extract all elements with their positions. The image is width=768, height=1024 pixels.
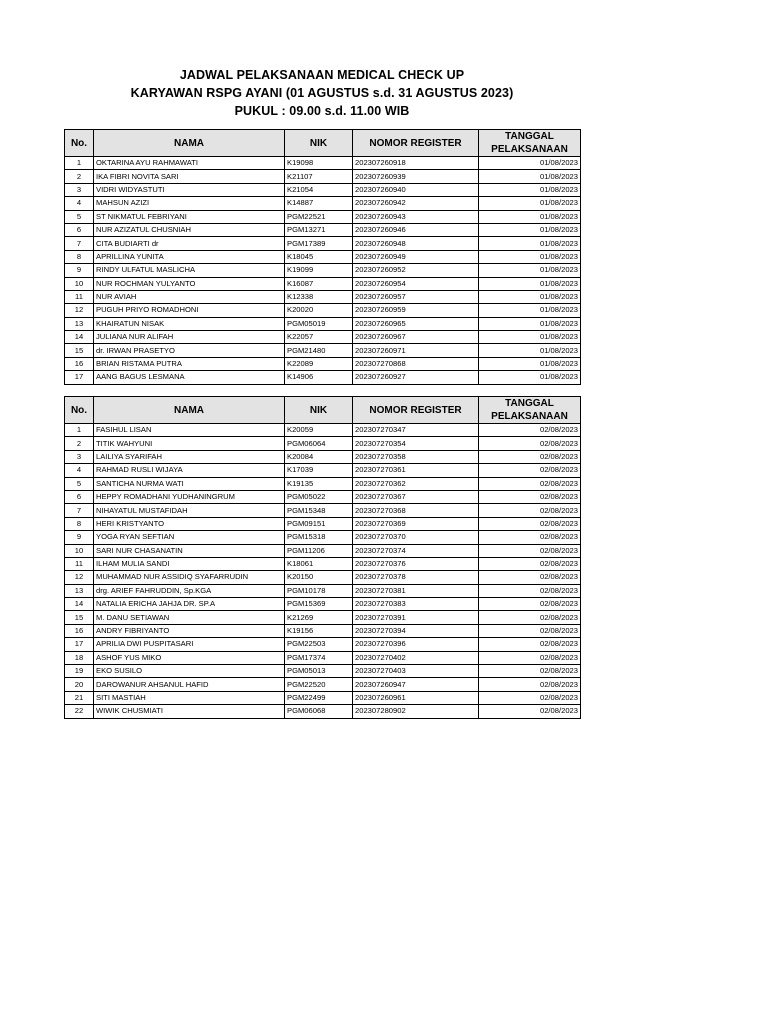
- cell-nomor-register: 202307270368: [353, 504, 479, 517]
- cell-tanggal: 01/08/2023: [479, 157, 581, 170]
- cell-no: 6: [65, 223, 94, 236]
- table-row: [65, 183, 581, 196]
- cell-nama: drg. ARIEF FAHRUDDIN, Sp.KGA: [94, 584, 285, 597]
- header-tanggal-line-1: TANGGAL: [505, 131, 554, 142]
- cell-tanggal: 02/08/2023: [479, 678, 581, 691]
- cell-nomor-register: 202307260927: [353, 371, 479, 384]
- cell-nik: K17039: [285, 464, 353, 477]
- cell-tanggal: 01/08/2023: [479, 210, 581, 223]
- cell-no: 3: [65, 183, 94, 196]
- cell-nik: PGM22520: [285, 678, 353, 691]
- cell-nama: LAILIYA SYARIFAH: [94, 450, 285, 463]
- table-header-row: [65, 130, 581, 157]
- cell-no: 8: [65, 250, 94, 263]
- cell-no: 14: [65, 598, 94, 611]
- cell-tanggal: 01/08/2023: [479, 237, 581, 250]
- cell-nik: PGM11206: [285, 544, 353, 557]
- cell-tanggal: 02/08/2023: [479, 705, 581, 718]
- table-row: [65, 170, 581, 183]
- cell-nik: K14887: [285, 197, 353, 210]
- cell-nomor-register: 202307260939: [353, 170, 479, 183]
- table-row: [65, 197, 581, 210]
- cell-nik: K18045: [285, 250, 353, 263]
- cell-no: 3: [65, 450, 94, 463]
- cell-nik: PGM05013: [285, 665, 353, 678]
- table-row: [65, 264, 581, 277]
- cell-nomor-register: 202307270381: [353, 584, 479, 597]
- table-row: [65, 237, 581, 250]
- cell-nik: PGM15369: [285, 598, 353, 611]
- table-row: [65, 290, 581, 303]
- table-row: [65, 304, 581, 317]
- table-row: [65, 357, 581, 370]
- table-row: [65, 223, 581, 236]
- cell-nama: PUGUH PRIYO ROMADHONI: [94, 304, 285, 317]
- cell-nomor-register: 202307260940: [353, 183, 479, 196]
- cell-nama: BRIAN RISTAMA PUTRA: [94, 357, 285, 370]
- cell-nama: ANDRY FIBRIYANTO: [94, 624, 285, 637]
- cell-nomor-register: 202307270868: [353, 357, 479, 370]
- cell-no: 11: [65, 290, 94, 303]
- cell-nama: MUHAMMAD NUR ASSIDIQ SYAFARRUDIN: [94, 571, 285, 584]
- cell-tanggal: 02/08/2023: [479, 544, 581, 557]
- cell-no: 22: [65, 705, 94, 718]
- cell-no: 6: [65, 490, 94, 503]
- cell-nama: SARI NUR CHASANATIN: [94, 544, 285, 557]
- cell-tanggal: 02/08/2023: [479, 464, 581, 477]
- cell-tanggal: 02/08/2023: [479, 557, 581, 570]
- title-line-2: KARYAWAN RSPG AYANI (01 AGUSTUS s.d. 31 AGUSTUS 2023): [130, 86, 514, 100]
- table-row: [65, 450, 581, 463]
- cell-nomor-register: 202307270391: [353, 611, 479, 624]
- cell-no: 20: [65, 678, 94, 691]
- cell-nama: CITA BUDIARTI dr: [94, 237, 285, 250]
- cell-nomor-register: 202307260949: [353, 250, 479, 263]
- cell-tanggal: 02/08/2023: [479, 584, 581, 597]
- cell-no: 15: [65, 344, 94, 357]
- cell-nik: PGM17389: [285, 237, 353, 250]
- cell-nama: ILHAM MULIA SANDI: [94, 557, 285, 570]
- table-row: [65, 331, 581, 344]
- cell-nama: SITI MASTIAH: [94, 691, 285, 704]
- header-nama: NAMA: [94, 397, 285, 424]
- cell-nama: EKO SUSILO: [94, 665, 285, 678]
- cell-nik: K20020: [285, 304, 353, 317]
- cell-nomor-register: 202307260946: [353, 223, 479, 236]
- cell-nik: PGM09151: [285, 517, 353, 530]
- table-row: [65, 371, 581, 384]
- table-row: [65, 490, 581, 503]
- header-tanggal-line-2: PELAKSANAAN: [491, 411, 568, 422]
- cell-no: 1: [65, 157, 94, 170]
- cell-nik: PGM10178: [285, 584, 353, 597]
- cell-nomor-register: 202307270376: [353, 557, 479, 570]
- cell-nama: M. DANU SETIAWAN: [94, 611, 285, 624]
- cell-no: 12: [65, 571, 94, 584]
- cell-nama: FASIHUL LISAN: [94, 424, 285, 437]
- cell-nik: PGM15348: [285, 504, 353, 517]
- cell-tanggal: 01/08/2023: [479, 223, 581, 236]
- cell-tanggal: 02/08/2023: [479, 504, 581, 517]
- cell-nama: AANG BAGUS LESMANA: [94, 371, 285, 384]
- cell-no: 4: [65, 197, 94, 210]
- cell-no: 12: [65, 304, 94, 317]
- cell-nomor-register: 202307260947: [353, 678, 479, 691]
- cell-nik: PGM13271: [285, 223, 353, 236]
- cell-nik: K19099: [285, 264, 353, 277]
- cell-tanggal: 01/08/2023: [479, 197, 581, 210]
- cell-nama: RINDY ULFATUL MASLICHA: [94, 264, 285, 277]
- cell-nik: K18061: [285, 557, 353, 570]
- cell-nomor-register: 202307270370: [353, 531, 479, 544]
- cell-no: 9: [65, 531, 94, 544]
- cell-tanggal: 02/08/2023: [479, 424, 581, 437]
- cell-tanggal: 02/08/2023: [479, 571, 581, 584]
- cell-no: 17: [65, 638, 94, 651]
- cell-tanggal: 01/08/2023: [479, 277, 581, 290]
- cell-tanggal: 02/08/2023: [479, 598, 581, 611]
- cell-nomor-register: 202307260965: [353, 317, 479, 330]
- table-row: [65, 705, 581, 718]
- cell-no: 16: [65, 357, 94, 370]
- cell-nik: K12338: [285, 290, 353, 303]
- table-row: [65, 638, 581, 651]
- cell-tanggal: 01/08/2023: [479, 344, 581, 357]
- cell-nomor-register: 202307260954: [353, 277, 479, 290]
- cell-nama: MAHSUN AZIZI: [94, 197, 285, 210]
- cell-nik: PGM06068: [285, 705, 353, 718]
- cell-nama: JULIANA NUR ALIFAH: [94, 331, 285, 344]
- cell-nomor-register: 202307260959: [353, 304, 479, 317]
- schedule-table-1: [64, 129, 581, 385]
- cell-nomor-register: 202307260957: [353, 290, 479, 303]
- table-row: [65, 544, 581, 557]
- cell-nomor-register: 202307260948: [353, 237, 479, 250]
- cell-nama: HERI KRISTYANTO: [94, 517, 285, 530]
- header-tanggal-pelaksanaan: [479, 397, 581, 424]
- cell-nik: PGM05019: [285, 317, 353, 330]
- cell-tanggal: 02/08/2023: [479, 517, 581, 530]
- cell-no: 10: [65, 277, 94, 290]
- cell-nik: K22089: [285, 357, 353, 370]
- table-row: [65, 317, 581, 330]
- cell-nomor-register: 202307270367: [353, 490, 479, 503]
- cell-nama: APRILLINA YUNITA: [94, 250, 285, 263]
- table-row: [65, 517, 581, 530]
- cell-nomor-register: 202307280902: [353, 705, 479, 718]
- cell-nik: PGM17374: [285, 651, 353, 664]
- cell-tanggal: 02/08/2023: [479, 611, 581, 624]
- cell-tanggal: 01/08/2023: [479, 264, 581, 277]
- cell-nama: HEPPY ROMADHANI YUDHANINGRUM: [94, 490, 285, 503]
- cell-no: 2: [65, 437, 94, 450]
- cell-nik: K21269: [285, 611, 353, 624]
- header-nama: NAMA: [94, 130, 285, 157]
- cell-nomor-register: 202307260961: [353, 691, 479, 704]
- cell-nama: dr. IRWAN PRASETYO: [94, 344, 285, 357]
- cell-no: 2: [65, 170, 94, 183]
- cell-no: 5: [65, 210, 94, 223]
- cell-nama: NUR AZIZATUL CHUSNIAH: [94, 223, 285, 236]
- cell-no: 1: [65, 424, 94, 437]
- header-no: No.: [65, 397, 94, 424]
- table-row: [65, 344, 581, 357]
- cell-nik: PGM15318: [285, 531, 353, 544]
- cell-nomor-register: 202307270358: [353, 450, 479, 463]
- cell-nama: WIWIK CHUSMIATI: [94, 705, 285, 718]
- cell-nik: K20059: [285, 424, 353, 437]
- table-row: [65, 477, 581, 490]
- cell-nama: APRILIA DWI PUSPITASARI: [94, 638, 285, 651]
- cell-nik: PGM05022: [285, 490, 353, 503]
- cell-nomor-register: 202307270396: [353, 638, 479, 651]
- cell-nomor-register: 202307270403: [353, 665, 479, 678]
- cell-no: 7: [65, 504, 94, 517]
- cell-tanggal: 02/08/2023: [479, 477, 581, 490]
- cell-nomor-register: 202307260967: [353, 331, 479, 344]
- header-tanggal-pelaksanaan: [479, 130, 581, 157]
- cell-no: 10: [65, 544, 94, 557]
- cell-tanggal: 01/08/2023: [479, 317, 581, 330]
- cell-nomor-register: 202307270347: [353, 424, 479, 437]
- cell-nik: K21107: [285, 170, 353, 183]
- cell-no: 13: [65, 317, 94, 330]
- cell-nomor-register: 202307270402: [353, 651, 479, 664]
- cell-no: 14: [65, 331, 94, 344]
- cell-tanggal: 01/08/2023: [479, 250, 581, 263]
- schedule-table-2: [64, 396, 581, 719]
- table-row: [65, 437, 581, 450]
- header-tanggal-line-2: PELAKSANAAN: [491, 144, 568, 155]
- table-row: [65, 210, 581, 223]
- cell-nomor-register: 202307270362: [353, 477, 479, 490]
- document-title: [64, 66, 580, 120]
- title-line-3: PUKUL : 09.00 s.d. 11.00 WIB: [234, 104, 410, 118]
- cell-no: 16: [65, 624, 94, 637]
- cell-no: 8: [65, 517, 94, 530]
- cell-nama: ST NIKMATUL FEBRIYANI: [94, 210, 285, 223]
- table-row: [65, 584, 581, 597]
- cell-nik: PGM22521: [285, 210, 353, 223]
- table-row: [65, 424, 581, 437]
- cell-nama: YOGA RYAN SEFTIAN: [94, 531, 285, 544]
- cell-nik: K20150: [285, 571, 353, 584]
- cell-tanggal: 02/08/2023: [479, 531, 581, 544]
- cell-no: 18: [65, 651, 94, 664]
- cell-nama: IKA FIBRI NOVITA SARI: [94, 170, 285, 183]
- header-no: No.: [65, 130, 94, 157]
- cell-nama: VIDRI WIDYASTUTI: [94, 183, 285, 196]
- cell-no: 9: [65, 264, 94, 277]
- cell-tanggal: 02/08/2023: [479, 691, 581, 704]
- cell-tanggal: 01/08/2023: [479, 331, 581, 344]
- table-row: [65, 611, 581, 624]
- cell-no: 19: [65, 665, 94, 678]
- table-row: [65, 250, 581, 263]
- table-row: [65, 464, 581, 477]
- cell-nomor-register: 202307270394: [353, 624, 479, 637]
- table-row: [65, 157, 581, 170]
- cell-no: 17: [65, 371, 94, 384]
- cell-nomor-register: 202307260942: [353, 197, 479, 210]
- cell-nama: TITIK WAHYUNI: [94, 437, 285, 450]
- cell-tanggal: 01/08/2023: [479, 170, 581, 183]
- header-nomor-register: NOMOR REGISTER: [353, 397, 479, 424]
- cell-nomor-register: 202307270374: [353, 544, 479, 557]
- cell-no: 13: [65, 584, 94, 597]
- cell-nik: K22057: [285, 331, 353, 344]
- cell-nik: K19135: [285, 477, 353, 490]
- cell-nomor-register: 202307260952: [353, 264, 479, 277]
- cell-no: 5: [65, 477, 94, 490]
- cell-nik: PGM06064: [285, 437, 353, 450]
- cell-nama: NUR AVIAH: [94, 290, 285, 303]
- cell-nama: KHAIRATUN NISAK: [94, 317, 285, 330]
- cell-nik: K16087: [285, 277, 353, 290]
- cell-tanggal: 01/08/2023: [479, 304, 581, 317]
- table-row: [65, 504, 581, 517]
- cell-tanggal: 02/08/2023: [479, 490, 581, 503]
- cell-nama: NUR ROCHMAN YULYANTO: [94, 277, 285, 290]
- table-row: [65, 678, 581, 691]
- table-row: [65, 624, 581, 637]
- cell-no: 4: [65, 464, 94, 477]
- cell-nomor-register: 202307270369: [353, 517, 479, 530]
- cell-nama: DAROWANUR AHSANUL HAFID: [94, 678, 285, 691]
- cell-no: 21: [65, 691, 94, 704]
- cell-nama: OKTARINA AYU RAHMAWATI: [94, 157, 285, 170]
- cell-tanggal: 02/08/2023: [479, 638, 581, 651]
- cell-tanggal: 02/08/2023: [479, 665, 581, 678]
- table-row: [65, 557, 581, 570]
- table-row: [65, 651, 581, 664]
- cell-nomor-register: 202307260971: [353, 344, 479, 357]
- cell-nik: K21054: [285, 183, 353, 196]
- cell-nomor-register: 202307270354: [353, 437, 479, 450]
- cell-nomor-register: 202307270378: [353, 571, 479, 584]
- table-row: [65, 598, 581, 611]
- cell-nomor-register: 202307260943: [353, 210, 479, 223]
- cell-nama: ASHOF YUS MIKO: [94, 651, 285, 664]
- cell-nik: K20084: [285, 450, 353, 463]
- table-row: [65, 531, 581, 544]
- cell-nama: NATALIA ERICHA JAHJA DR. SP.A: [94, 598, 285, 611]
- cell-tanggal: 02/08/2023: [479, 651, 581, 664]
- cell-nomor-register: 202307260918: [353, 157, 479, 170]
- cell-tanggal: 01/08/2023: [479, 290, 581, 303]
- cell-no: 15: [65, 611, 94, 624]
- cell-tanggal: 01/08/2023: [479, 357, 581, 370]
- table-header-row: [65, 397, 581, 424]
- table-row: [65, 277, 581, 290]
- cell-nik: K14906: [285, 371, 353, 384]
- cell-nik: PGM21480: [285, 344, 353, 357]
- cell-tanggal: 01/08/2023: [479, 371, 581, 384]
- cell-nik: K19098: [285, 157, 353, 170]
- cell-tanggal: 02/08/2023: [479, 437, 581, 450]
- cell-nik: PGM22499: [285, 691, 353, 704]
- cell-nik: PGM22503: [285, 638, 353, 651]
- cell-tanggal: 02/08/2023: [479, 450, 581, 463]
- cell-nama: SANTICHA NURMA WATI: [94, 477, 285, 490]
- cell-tanggal: 02/08/2023: [479, 624, 581, 637]
- cell-tanggal: 01/08/2023: [479, 183, 581, 196]
- cell-nama: NIHAYATUL MUSTAFIDAH: [94, 504, 285, 517]
- cell-no: 7: [65, 237, 94, 250]
- cell-nomor-register: 202307270361: [353, 464, 479, 477]
- cell-no: 11: [65, 557, 94, 570]
- header-nomor-register: NOMOR REGISTER: [353, 130, 479, 157]
- title-line-1: JADWAL PELAKSANAAN MEDICAL CHECK UP: [179, 68, 465, 82]
- cell-nama: RAHMAD RUSLI WIJAYA: [94, 464, 285, 477]
- cell-nik: K19156: [285, 624, 353, 637]
- header-nik: NIK: [285, 130, 353, 157]
- table-row: [65, 691, 581, 704]
- table-row: [65, 571, 581, 584]
- header-nik: NIK: [285, 397, 353, 424]
- cell-nomor-register: 202307270383: [353, 598, 479, 611]
- header-tanggal-line-1: TANGGAL: [505, 398, 554, 409]
- table-row: [65, 665, 581, 678]
